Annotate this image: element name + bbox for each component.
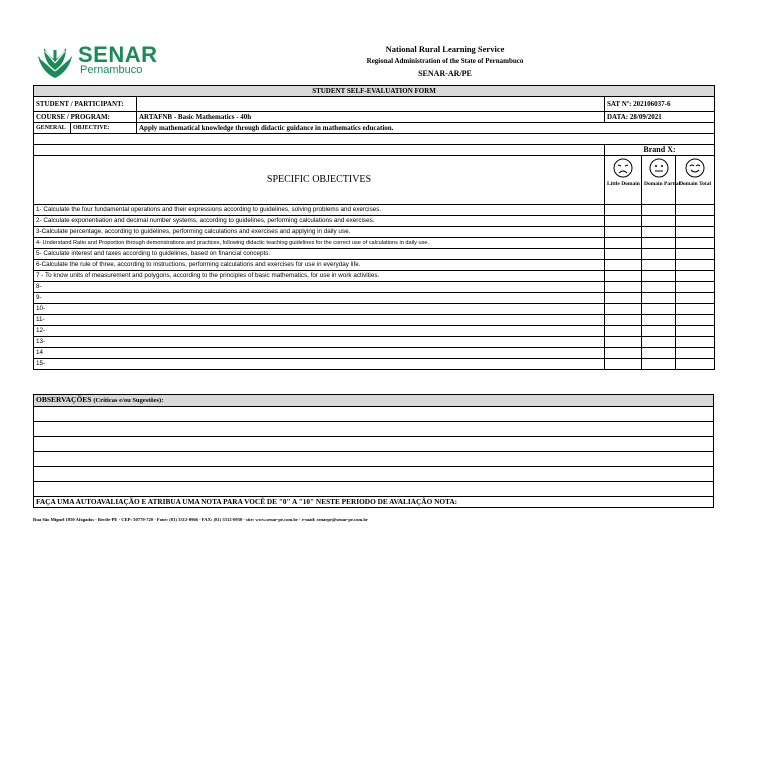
student-label: STUDENT / PARTICIPANT: bbox=[34, 97, 137, 112]
sat-number: SAT Nº: 202106037-6 bbox=[605, 97, 715, 112]
observation-line[interactable] bbox=[34, 452, 714, 467]
objective-row: 12- bbox=[34, 326, 715, 337]
little-domain-column bbox=[605, 156, 642, 205]
observations-sublabel: (Críticas e/ou Sugestões): bbox=[93, 397, 164, 404]
observation-line[interactable] bbox=[34, 407, 714, 422]
domain-total-label: Domain Total bbox=[679, 181, 712, 187]
objective-row: 11- bbox=[34, 315, 715, 326]
specific-objectives-heading: SPECIFIC OBJECTIVES bbox=[34, 156, 605, 205]
domain-total-column bbox=[676, 156, 715, 205]
observations-table bbox=[33, 394, 714, 508]
blank-cell bbox=[34, 145, 605, 156]
happy-face-icon bbox=[685, 158, 705, 178]
course-label: COURSE / PROGRAM: bbox=[34, 112, 137, 123]
general-objective: Apply mathematical knowledge through didactic guidance in mathematics education. bbox=[137, 123, 715, 134]
objective-row: 15- bbox=[34, 359, 715, 370]
objective-row: 10- bbox=[34, 304, 715, 315]
header-line-3: SENAR-AR/PE bbox=[418, 69, 472, 78]
objective-row: 2- Calculate exponentiation and decimal number systems, according to guidelines, performing calculations and exercises. bbox=[34, 216, 715, 227]
observation-line[interactable] bbox=[34, 437, 714, 452]
objective-row: 13- bbox=[34, 337, 715, 348]
objective-row: 8- bbox=[34, 282, 715, 293]
student-field[interactable] bbox=[137, 97, 605, 112]
sad-face-icon bbox=[613, 158, 633, 178]
general-label-b: OBJECTIVE: bbox=[71, 123, 137, 134]
leaf-logo-icon bbox=[36, 44, 74, 80]
objective-row: 6-Calculate the rule of three, according to instructions, performing calculations and exercises for use in everyday life. bbox=[34, 260, 715, 271]
footer-address: Rua São Miguel 1050 Afogados - Recife-PE - CEP: 50770-720 - Fone: (81) 3312-0966 - FAX: (81) 3312-0950 - site: www.senar-pe.com.br - e-mail: senarpe@senar-pe.com.br bbox=[33, 517, 368, 522]
evaluation-form-table bbox=[33, 85, 715, 370]
course-value: ARTAFNB - Basic Mathematics - 40h bbox=[137, 112, 605, 123]
observation-line[interactable] bbox=[34, 482, 714, 497]
observations-heading bbox=[34, 395, 714, 407]
observation-line[interactable] bbox=[34, 467, 714, 482]
objective-row: 14 bbox=[34, 348, 715, 359]
objective-row: 4- Understand Ratio and Proportion through demonstrations and practices, following didactic teaching guidelines for the correct use of calculations in daily use. bbox=[34, 238, 715, 249]
spacer-row bbox=[34, 134, 715, 145]
domain-partial-label: Domain Partial bbox=[644, 181, 681, 187]
header-line-2: Regional Administration of the State of Pernambuco bbox=[366, 57, 524, 65]
objective-row: 5- Calculate interest and taxes according to guidelines, based on financial concepts. bbox=[34, 249, 715, 260]
neutral-face-icon bbox=[649, 158, 669, 178]
form-date: DATA: 28/09/2021 bbox=[605, 112, 715, 123]
domain-partial-column bbox=[642, 156, 681, 205]
self-evaluation-grade[interactable]: FAÇA UMA AUTOAVALIAÇÃO E ATRIBUA UMA NOTA PARA VOCÊ DE "0" A "10" NESTE PERIODO DE AVALIAÇÃO NOTA: bbox=[34, 497, 714, 508]
observations-label: OBSERVAÇÕES bbox=[36, 395, 92, 404]
observation-line[interactable] bbox=[34, 422, 714, 437]
logo-subname: Pernambuco bbox=[80, 64, 143, 76]
general-label-a: GENERAL bbox=[34, 123, 71, 134]
objective-row: 1- Calculate the four fundamental operations and their expressions according to guidelines, solving problems and exercises. bbox=[34, 205, 715, 216]
objective-row: 3-Calculate percentage, according to guidelines, performing calculations and exercises and applying in daily use. bbox=[34, 227, 715, 238]
objective-row: 7 - To know units of measurement and polygons, according to the principles of basic mathematics, for use in work activities. bbox=[34, 271, 715, 282]
brand-label: Brand X: bbox=[605, 145, 715, 156]
header-line-1: National Rural Learning Service bbox=[385, 44, 505, 54]
objectives-list bbox=[34, 205, 715, 370]
senar-logo bbox=[36, 42, 156, 82]
objective-row: 9- bbox=[34, 293, 715, 304]
form-title: STUDENT SELF-EVALUATION FORM bbox=[34, 86, 715, 97]
logo-name: SENAR bbox=[78, 42, 158, 67]
little-domain-label: Little Domain bbox=[607, 181, 640, 187]
